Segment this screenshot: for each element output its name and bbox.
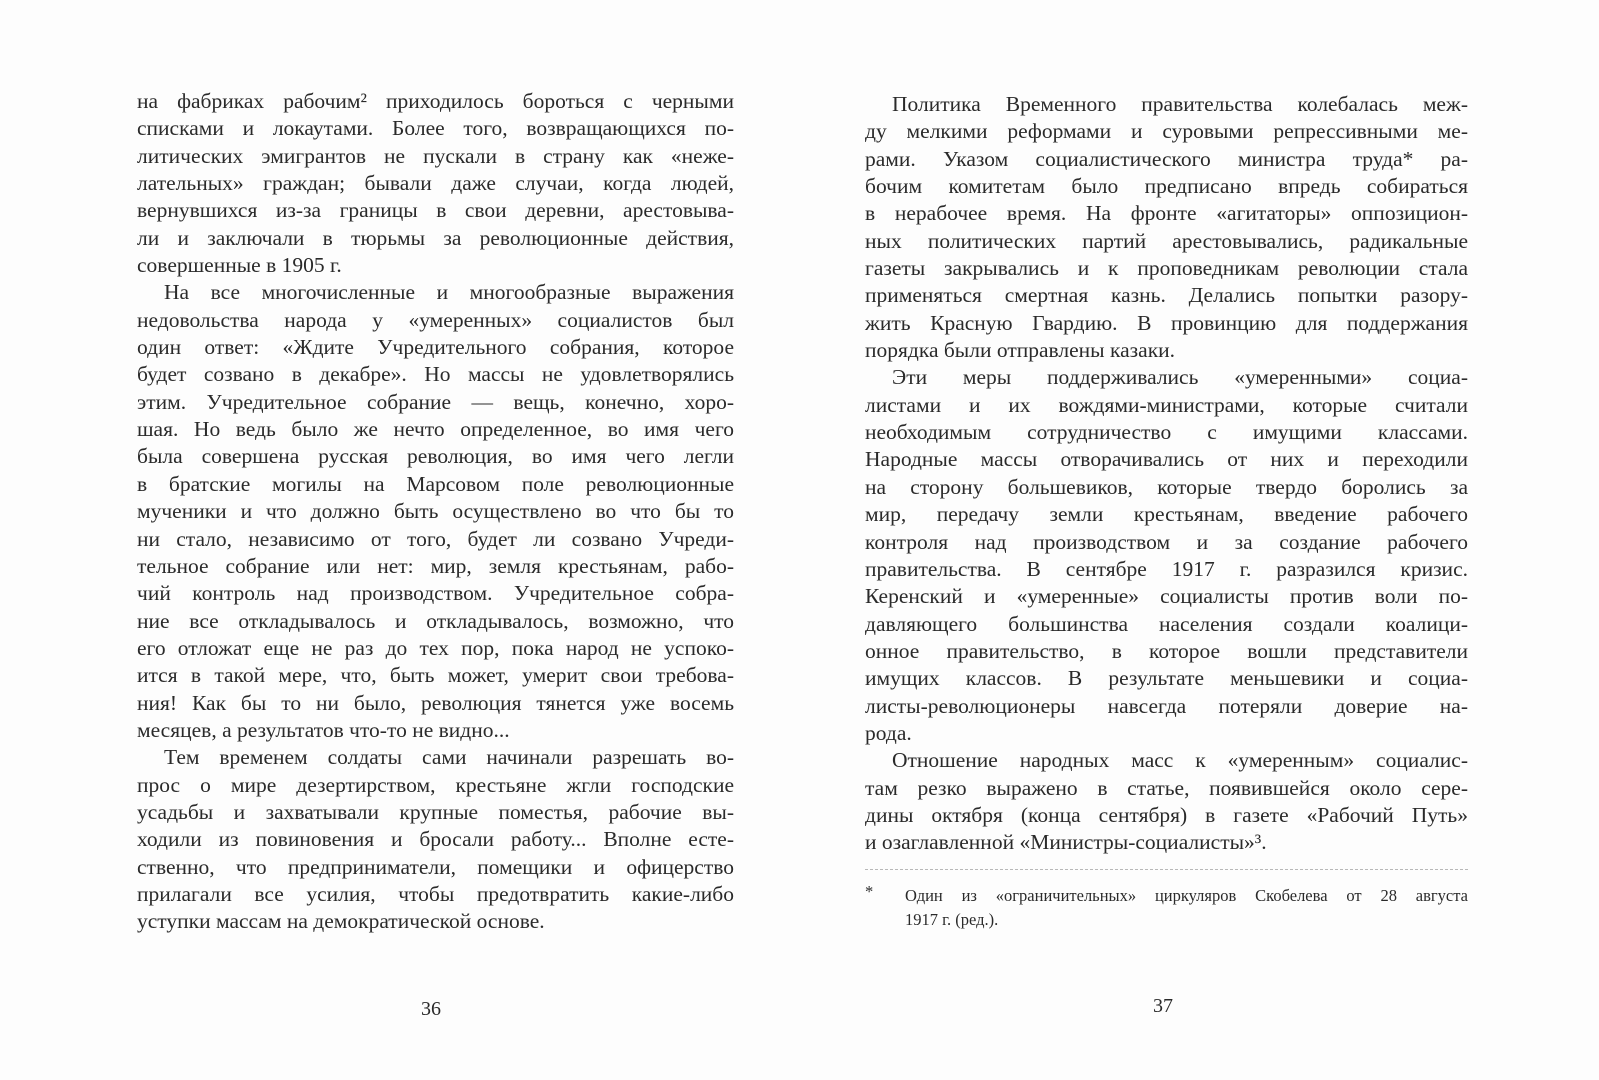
text-line: На все многочисленные и многообразные выражения (164, 280, 734, 305)
text-line: рами. Указом социалистического министра труда* ра- (865, 146, 1468, 171)
text-line: недовольства народа у «умеренных» социалистов был (137, 307, 734, 332)
footnote-divider (865, 869, 1468, 870)
text-line: газеты закрывались и к проповедникам революции стала (865, 256, 1468, 281)
text-line: мир, передачу земли крестьянам, введение рабочего (865, 502, 1468, 527)
left-page-text (137, 88, 734, 936)
text-line: правительства. В сентябре 1917 г. разразился кризис. (865, 556, 1468, 581)
text-line: ни стало, независимо от того, будет ли созвано Учреди- (137, 526, 734, 551)
text-line: рода. (865, 720, 912, 745)
text-line: в братские могилы на Марсовом поле революционные (137, 471, 734, 496)
text-line: ние все откладывалось и откладывалось, возможно, что (137, 608, 734, 633)
text-line: ходили из повиновения и бросали работу... Вполне есте- (137, 827, 734, 852)
text-line: на фабриках рабочим² приходилось бороться с черными (137, 89, 734, 113)
footnote-line: Один из «ограничительных» циркуляров Скобелева от 28 августа (905, 886, 1468, 905)
text-line: и озаглавленной «Министры-социалисты»³. (865, 830, 1267, 855)
text-line: листы-революционеры навсегда потеряли доверие на- (865, 693, 1468, 718)
text-line: его отложат еще не раз до тех пор, пока народ не успоко- (137, 635, 734, 660)
footnote (865, 884, 1468, 932)
page-number: 37 (1153, 995, 1173, 1017)
text-line: Эти меры поддерживались «умеренными» социа- (892, 365, 1468, 390)
text-line: ли и заключали в тюрьмы за революционные действия, (137, 225, 734, 250)
right-page-text (865, 91, 1468, 857)
text-line: порядка были отправлены казаки. (865, 338, 1176, 363)
right-page (800, 0, 1599, 1080)
text-line: применяться смертная казнь. Делались попытки разору- (865, 283, 1468, 308)
text-line: бочим комитетам было предписано впредь собираться (865, 174, 1468, 199)
text-line: чий контроль над производством. Учредительное собра- (137, 581, 734, 606)
text-line: дины октября (конца сентября) в газете «Рабочий Путь» (865, 802, 1468, 827)
text-line: ния! Как бы то ни было, революция тянется уже восемь (137, 690, 734, 715)
text-line: мученики и что должно быть осуществлено во что бы то (137, 499, 734, 524)
text-line: Керенский и «умеренные» социалисты против воли по- (865, 584, 1468, 609)
text-line: жить Красную Гвардию. В провинцию для поддержания (865, 310, 1468, 335)
text-line: Народные массы отворачивались от них и переходили (865, 447, 1468, 472)
text-line: лательных» граждан; бывали даже случаи, когда людей, (137, 171, 734, 196)
footnote-marker: * (865, 882, 874, 901)
text-line: ится в такой мере, что, быть может, умерит свои требова- (137, 663, 734, 688)
text-line: шая. Но ведь было же нечто определенное, во имя чего (137, 417, 734, 442)
text-line: ных политических партий арестовывались, радикальные (865, 228, 1468, 253)
text-line: вернувшихся из-за границы в свои деревни, арестовыва- (137, 198, 734, 223)
text-line: один ответ: «Ждите Учредительного собрания, которое (137, 335, 734, 360)
text-line: давляющего большинства населения создали коалици- (865, 611, 1468, 636)
text-line: имущих классов. В результате меньшевики и социа- (865, 666, 1468, 691)
text-line: списками и локаутами. Более того, возвращающихся по- (137, 116, 734, 141)
text-line: онное правительство, в которое вошли представители (865, 638, 1468, 663)
text-line: была совершена русская революция, во имя чего легли (137, 444, 734, 469)
text-line: ственно, что предприниматели, помещики и офицерство (137, 854, 734, 879)
text-line: месяцев, а результатов что-то не видно... (137, 717, 510, 742)
text-line: ду мелкими реформами и суровыми репрессивными ме- (865, 119, 1468, 144)
text-line: на сторону большевиков, которые твердо боролись за (865, 474, 1468, 499)
footnote-line: 1917 г. (ред.). (905, 910, 999, 929)
text-line: там резко выражено в статье, появившейся около сере- (865, 775, 1468, 800)
page-number: 36 (421, 998, 441, 1020)
text-line: совершенные в 1905 г. (137, 253, 342, 278)
text-line: контроля над производством и за создание рабочего (865, 529, 1468, 554)
text-line: тельное собрание или нет: мир, земля крестьянам, рабо- (137, 553, 734, 578)
text-line: Отношение народных масс к «умеренным» социалис- (892, 748, 1468, 773)
text-line: уступки массам на демократической основе. (137, 909, 545, 934)
text-line: прос о мире дезертирством, крестьяне жгли господские (137, 772, 734, 797)
text-line: будет созвано в декабре». Но массы не удовлетворялись (137, 362, 734, 387)
text-line: листами и их вождями-министрами, которые считали (865, 392, 1468, 417)
text-line: Политика Временного правительства колебалась меж- (892, 92, 1468, 116)
text-line: усадьбы и захватывали крупные поместья, рабочие вы- (137, 799, 734, 824)
text-line: в нерабочее время. На фронте «агитаторы» оппозицион- (865, 201, 1468, 226)
text-line: прилагали все усилия, чтобы предотвратить какие-либо (137, 881, 734, 906)
text-line: этим. Учредительное собрание — вещь, конечно, хоро- (137, 389, 734, 414)
text-line: литических эмигрантов не пускали в страну как «неже- (137, 143, 734, 168)
text-line: Тем временем солдаты сами начинали разрешать во- (164, 745, 734, 770)
text-line: необходимым сотрудничество с имущими классами. (865, 420, 1468, 445)
